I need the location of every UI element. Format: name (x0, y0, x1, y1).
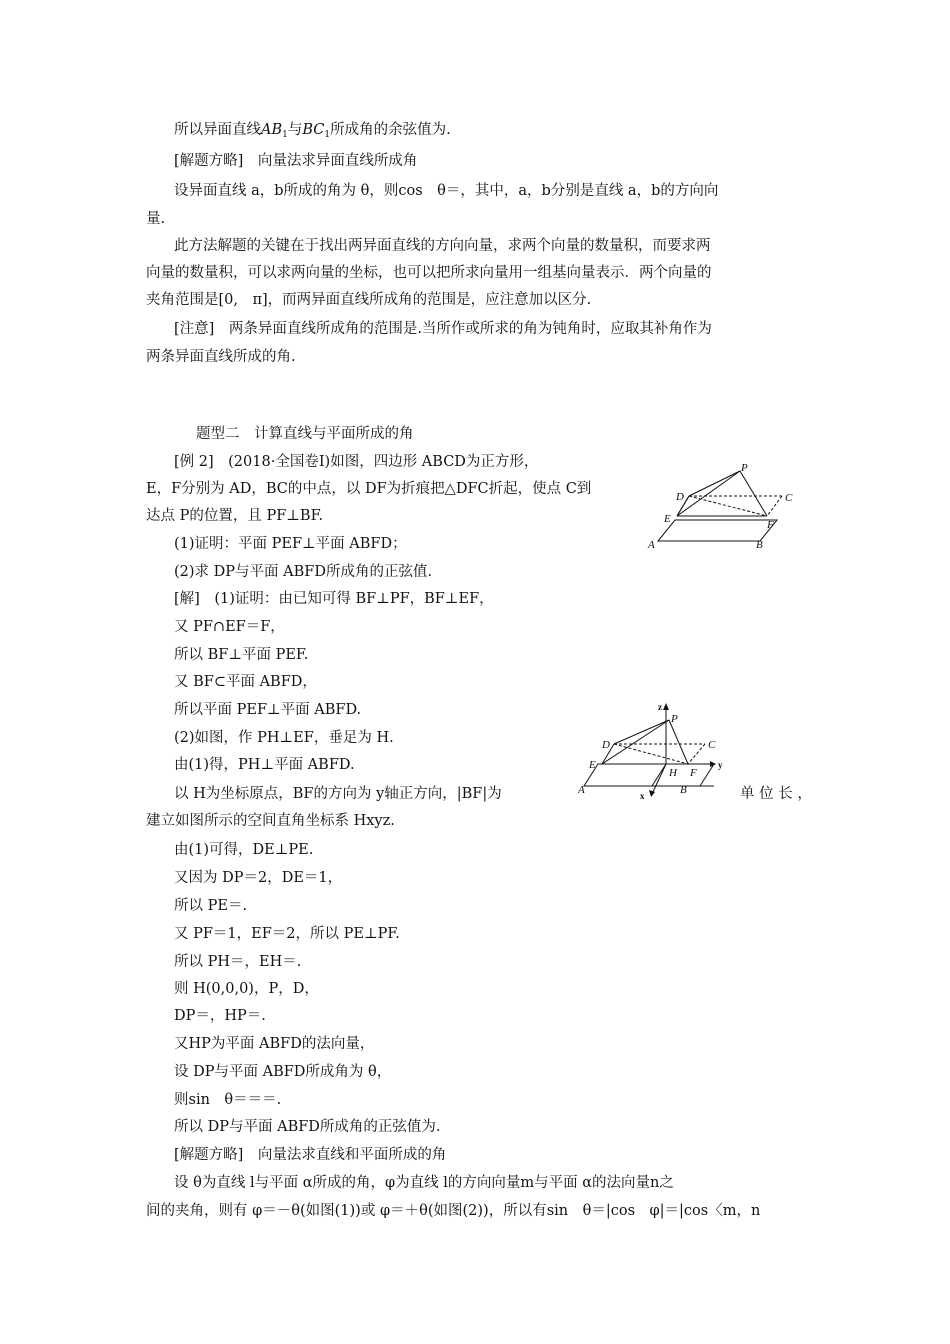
note-line: [注意] 两条异面直线所成角的范围是.当所作或所求的角为钝角时，应取其补角作为 (174, 321, 712, 337)
label-a: A (578, 784, 585, 796)
text-line: 向量的数量积，可以求两向量的坐标，也可以把所求向量用一组基向量表示．两个向量的 (146, 265, 712, 281)
text-line: 建立如图所示的空间直角坐标系 Hxyz. (146, 813, 395, 829)
text-line: 所以异面直线$AB_1$与$BC_1$所成角的余弦值为. (174, 122, 451, 140)
label-p: P (671, 713, 678, 725)
base-plane (584, 764, 666, 786)
label-e: E (664, 513, 671, 525)
text-line: 设异面直线 a，b所成的角为 θ，则cos θ＝，其中，a，b分别是直线 a，b的方向向 (174, 183, 719, 199)
text-line: (1)证明：平面 PEF⊥平面 ABFD； (174, 536, 407, 552)
text-line: 达点 P的位置，且 PF⊥BF. (146, 508, 323, 524)
line-dp (689, 471, 740, 496)
line-pf (740, 471, 767, 516)
label-b: B (680, 784, 687, 796)
text-line: 设 θ为直线 l与平面 α所成的角，φ为直线 l的方向向量m与平面 α的法向量n之 (174, 1175, 674, 1191)
z-arrow-icon (663, 703, 669, 710)
label-c: C (708, 739, 716, 751)
text-line: 则 H(0,0,0)，P，D， (174, 981, 319, 997)
text-line: 所以 PE＝. (174, 898, 248, 914)
text-line: 又 PF∩EF＝F， (174, 619, 285, 635)
label-b: B (756, 539, 763, 551)
label-p: P (741, 462, 748, 474)
text-line: 又 BF⊂平面 ABFD， (174, 674, 317, 690)
text-line: 间的夹角，则有 φ＝－θ(如图(1))或 φ＝＋θ(如图(2))，所以有sin θ＝|cos φ|＝|cos〈m，n (146, 1203, 761, 1219)
figure-1 (640, 458, 810, 558)
text-line: 由(1)可得，DE⊥PE. (174, 842, 314, 858)
label-e: E (589, 759, 596, 771)
text-line: DP＝，HP＝. (174, 1008, 266, 1024)
text-line: [解] (1)证明：由已知可得 BF⊥PF，BF⊥EF， (174, 591, 494, 607)
dashed-line-df (614, 744, 688, 764)
label-h: H (669, 767, 677, 779)
section-title: 题型二 计算直线与平面所成的角 (196, 426, 414, 442)
text-line: 又HP为平面 ABFD的法向量， (174, 1036, 375, 1052)
text-line: 则sin θ＝＝＝. (174, 1092, 282, 1108)
line-dp (614, 720, 669, 744)
text-line: 由(1)得，PH⊥平面 ABFD. (174, 757, 355, 773)
text-line: 所以 DP与平面 ABFD所成角的正弦值为. (174, 1119, 441, 1135)
label-f: F (767, 519, 774, 531)
text-line: 夹角范围是[0, π]，而两异面直线所成角的范围是，应注意加以区分. (146, 292, 592, 308)
x-axis (652, 764, 666, 794)
base-plane (658, 520, 777, 541)
text-line: 此方法解题的关键在于找出两异面直线的方向向量，求两个向量的数量积，而要求两 (174, 238, 711, 254)
label-c: C (785, 492, 793, 504)
label-z: z (658, 702, 662, 712)
figure-2 (578, 698, 738, 802)
text-line: 设 DP与平面 ABFD所成角为 θ， (174, 1064, 392, 1080)
line-pf (669, 720, 688, 764)
strategy-heading: [解题方略] 向量法求异面直线所成角 (174, 153, 418, 169)
text-line: 所以 PH＝，EH＝. (174, 954, 302, 970)
x-arrow-icon (649, 790, 655, 797)
line-pe (602, 720, 669, 764)
text-line: 单 位 长 ， (740, 786, 812, 802)
label-y: y (718, 760, 723, 770)
text-line: 量. (146, 211, 166, 227)
label-d: D (676, 491, 684, 503)
label-a: A (648, 539, 655, 551)
text-line: 又 PF＝1，EF＝2，所以 PE⊥PF. (174, 926, 400, 942)
text-line: 又因为 DP＝2，DE＝1， (174, 870, 343, 886)
text-line: (2)求 DP与平面 ABFD所成角的正弦值. (174, 564, 433, 580)
strategy-heading: [解题方略] 向量法求直线和平面所成的角 (174, 1147, 447, 1163)
note-line: 两条异面直线所成的角. (146, 349, 296, 365)
text-line: 所以 BF⊥平面 PEF. (174, 647, 309, 663)
label-f: F (690, 767, 697, 779)
text-line: E，F分别为 AD，BC的中点，以 DF为折痕把△DFC折起，使点 C到 (146, 481, 592, 497)
line-pe (677, 471, 740, 516)
text-line: 以 H为坐标原点，BF的方向为 y轴正方向，|BF|为 (174, 786, 502, 802)
label-d: D (602, 739, 610, 751)
text-line: 所以平面 PEF⊥平面 ABFD. (174, 702, 362, 718)
dashed-line-cf (767, 496, 782, 516)
text-line: [例 2] (2018·全国卷Ⅰ)如图，四边形 ABCD为正方形， (174, 454, 539, 470)
label-x: x (640, 791, 645, 801)
text-line: (2)如图，作 PH⊥EF，垂足为 H. (174, 730, 394, 746)
